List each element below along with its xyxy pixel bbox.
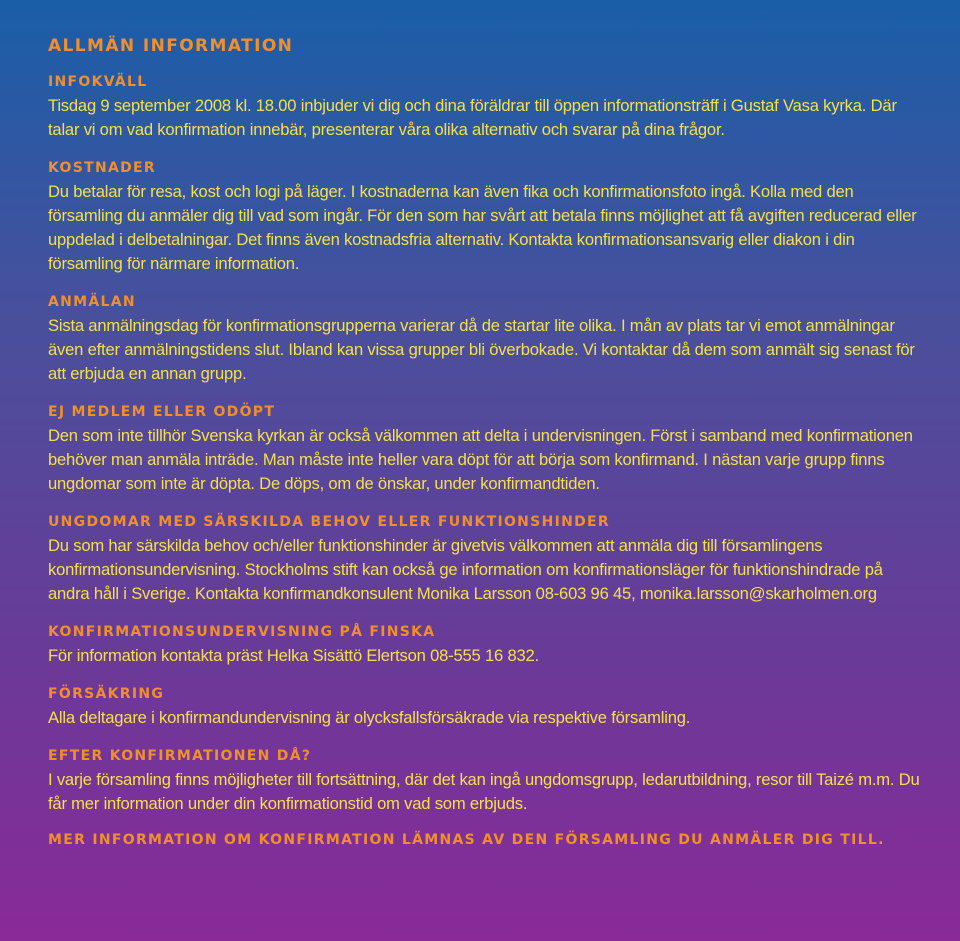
page-title: ALLMÄN INFORMATION [48,36,294,56]
section-body: Tisdag 9 september 2008 kl. 18.00 inbjuder vi dig och dina föräldrar till öppen informationsträff i Gustaf Vasa kyrka. Där talar vi om vad konfirmation innebär, presenterar våra olika alternativ och svarar på dina frågor. [48,96,897,139]
section-forsakring [48,684,920,730]
footer-note: MER INFORMATION OM KONFIRMATION LÄMNAS AV DEN FÖRSAMLING DU ANMÄLER DIG TILL. [48,832,885,848]
section-anmalan [48,292,920,386]
section-kostnader [48,158,920,276]
section-infokvall [48,72,920,142]
section-body: Sista anmälningsdag för konfirmationsgrupperna varierar då de startar lite olika. I mån av plats tar vi emot anmälningar även efter anmälningstidens slut. Ibland kan vissa grupper bli överbokade. Vi kontaktar då dem som anmält sig senast för att erbjuda en annan grupp. [48,316,915,383]
section-body: För information kontakta präst Helka Sisättö Elertson 08-555 16 832. [48,646,539,665]
section-heading: ANMÄLAN [48,294,136,310]
section-body: Du betalar för resa, kost och logi på läger. I kostnaderna kan även fika och konfirmationsfoto ingå. Kolla med den församling du anmäler dig till vad som ingår. För den som har svårt att betala finns möjlighet att få avgiften reducerad eller uppdelad i delbetalningar. Det finns även kostnadsfria alternativ. Kontakta konfirmationsansvarig eller diakon i din församling för närmare information. [48,182,917,273]
section-sarskilda-behov [48,512,920,606]
section-heading: KONFIRMATIONSUNDERVISNING PÅ FINSKA [48,624,436,640]
section-finska [48,622,920,668]
section-ej-medlem [48,402,920,496]
section-body: Du som har särskilda behov och/eller funktionshinder är givetvis välkommen att anmäla dig till församlingens konfirmationsundervisning. Stockholms stift kan också ge information om konfirmationsläger för funktionshindrade på andra håll i Sverige. Kontakta konfirmandkonsulent Monika Larsson 08-603 96 45, monika.larsson@skarholmen.org [48,536,883,603]
section-heading: EJ MEDLEM ELLER ODÖPT [48,404,276,420]
section-body: Den som inte tillhör Svenska kyrkan är också välkommen att delta i undervisningen. Först i samband med konfirmationen behöver man anmäla inträde. Man måste inte heller vara döpt för att börja som konfirmand. I nästan varje grupp finns ungdomar som inte är döpta. De döps, om de önskar, under konfirmandtiden. [48,426,913,493]
section-heading: INFOKVÄLL [48,74,148,90]
section-body: I varje församling finns möjligheter till fortsättning, där det kan ingå ungdomsgrupp, ledarutbildning, resor till Taizé m.m. Du får mer information under din konfirmationstid om vad som erbjuds. [48,770,920,813]
section-heading: EFTER KONFIRMATIONEN DÅ? [48,748,312,764]
section-heading: KOSTNADER [48,160,156,176]
section-heading: UNGDOMAR MED SÄRSKILDA BEHOV ELLER FUNKTIONSHINDER [48,514,610,530]
section-heading: FÖRSÄKRING [48,686,165,702]
section-efter-konfirmationen [48,746,920,816]
section-body: Alla deltagare i konfirmandundervisning är olycksfallsförsäkrade via respektive församling. [48,708,691,727]
